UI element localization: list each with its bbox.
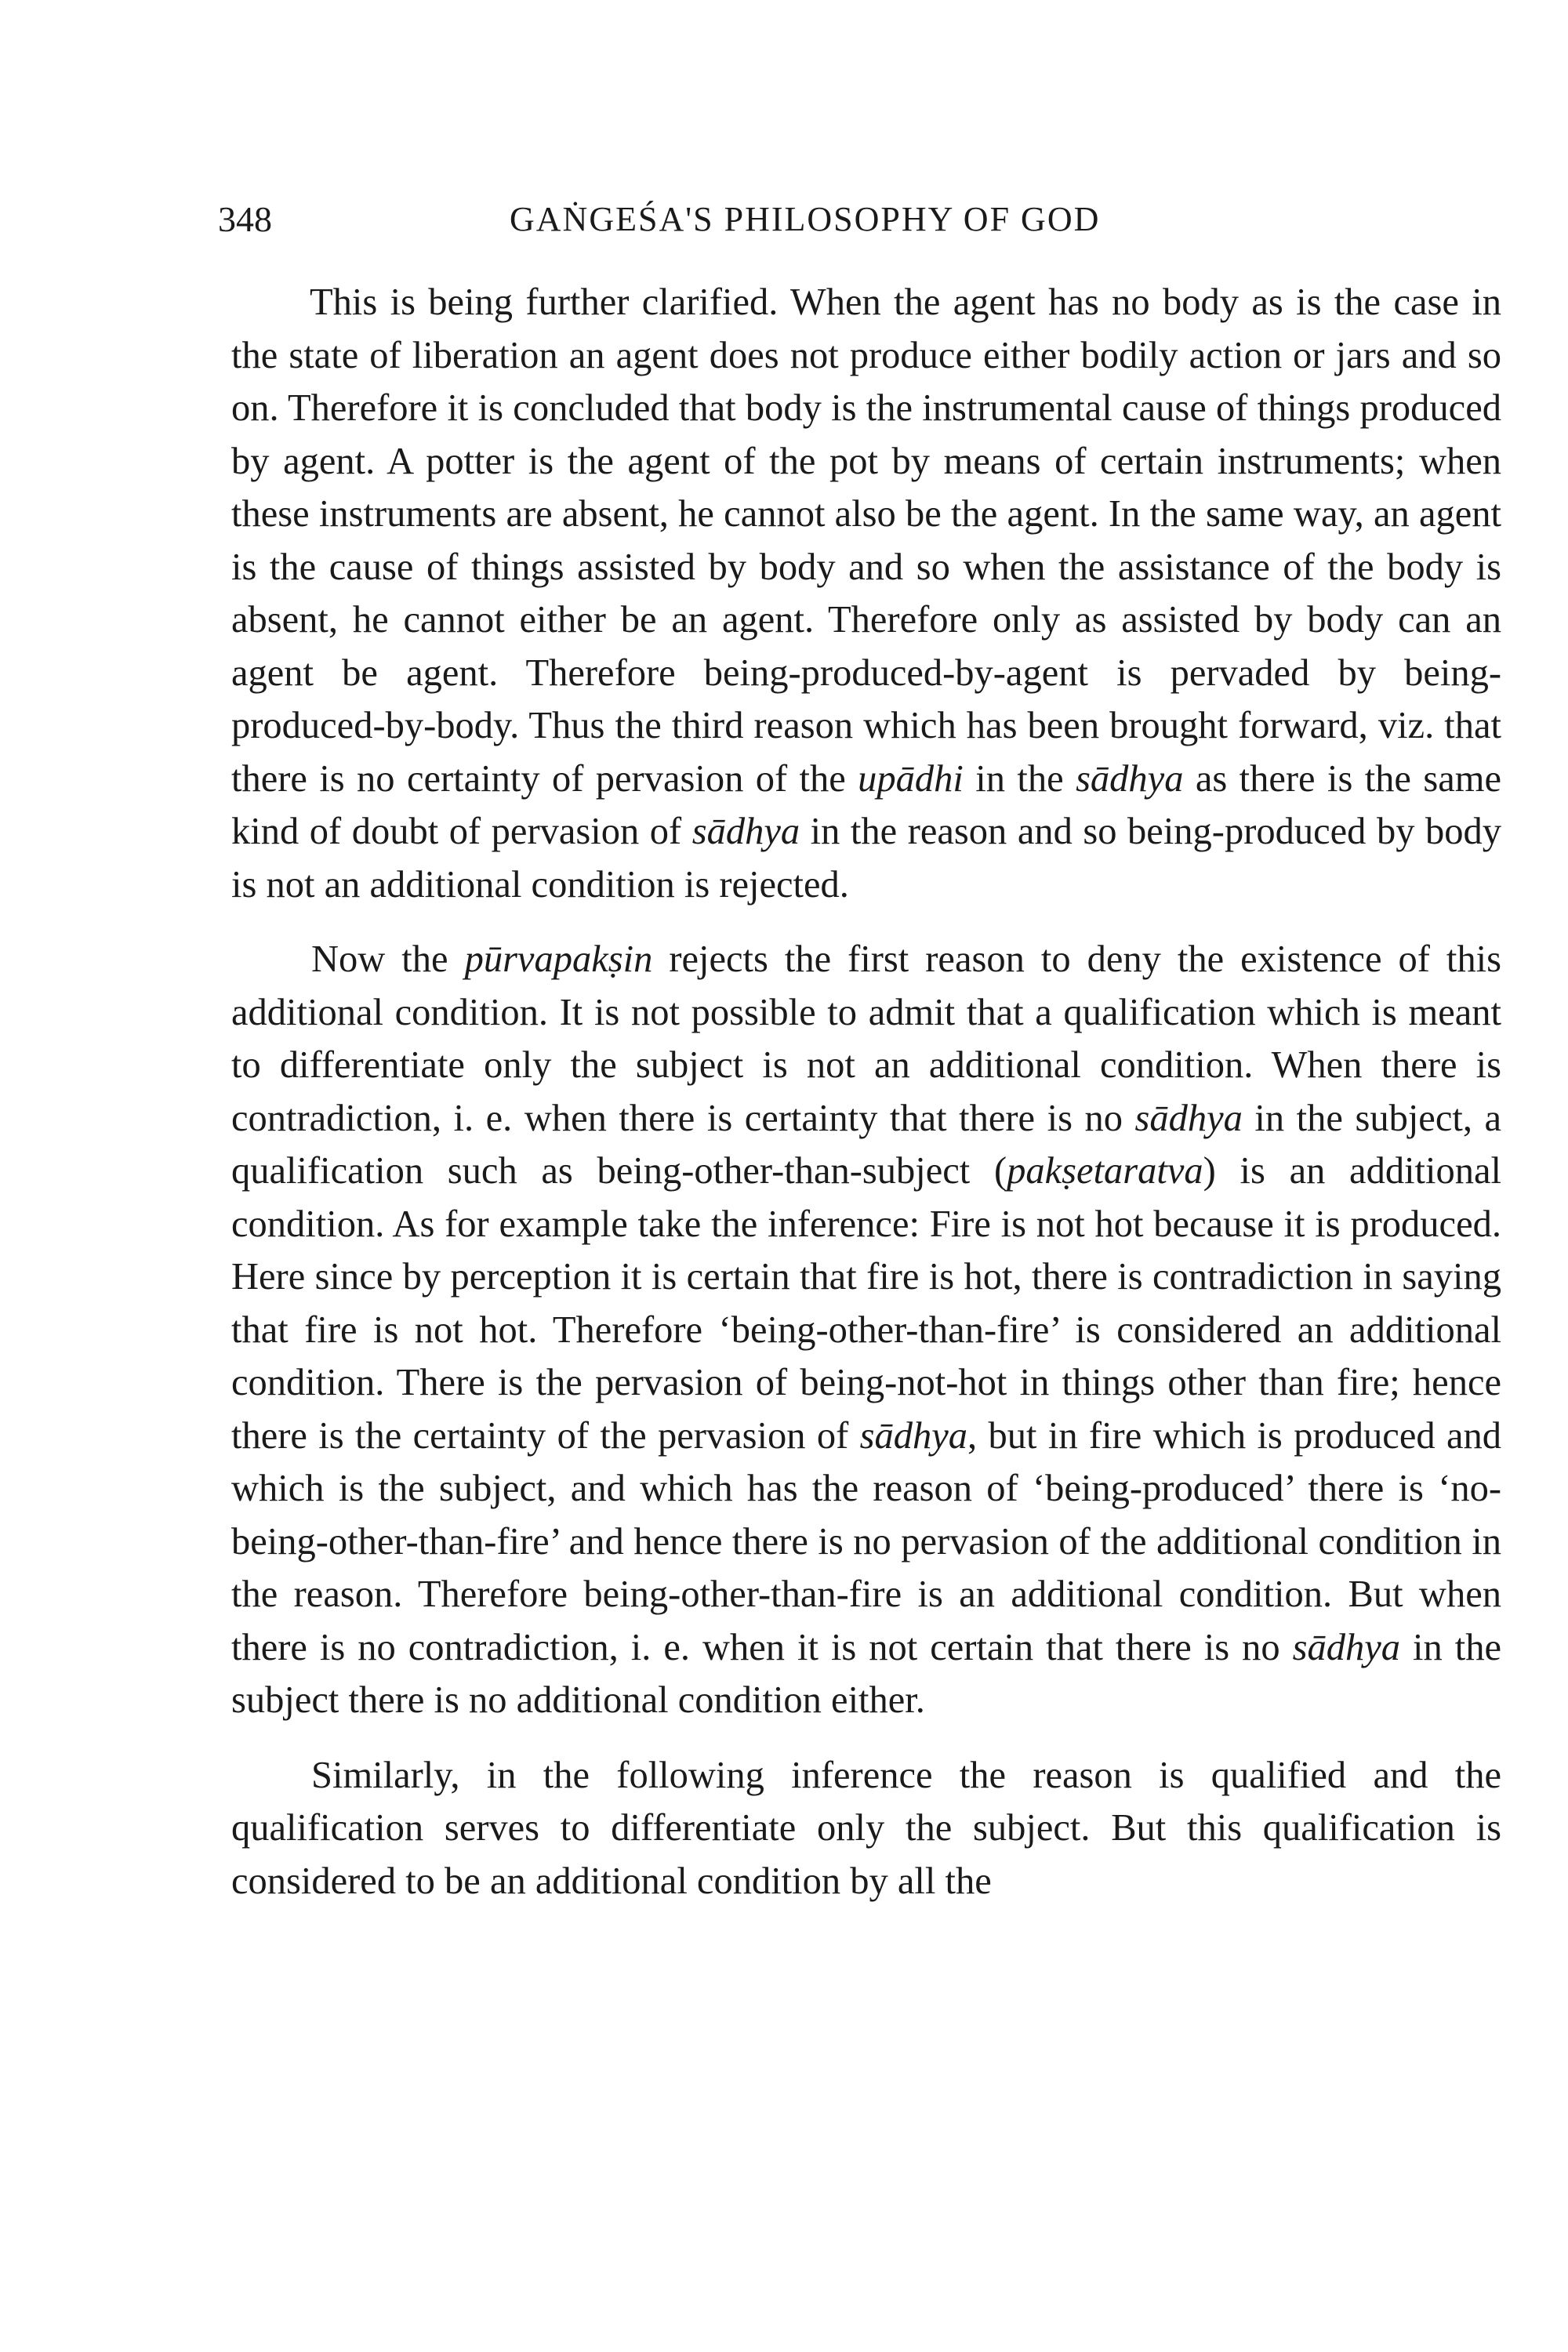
text-run: This is being further clarified. When the agent has no body as is the case in the state of liberation an agent does not produce either bodily action or jars and so on. Therefore it is concluded that body is the instrumental cause of things produced by agent. A potter is the agent of the pot by means of certain instruments; when these instruments are absent, he cannot also be the agent. In the same way, an agent is the cause of things assisted by body and so when the assistance of the body is absent, he cannot either be an agent. Therefore only as assisted by body can an agent be agent. Therefore being-produced-by-agent is pervaded by being-produced-by-body. Thus the third reason which has been brought forward, viz. that there is no certainty of pervasion of the	[231, 281, 1501, 800]
italic-term: sādhya	[859, 1414, 968, 1457]
italic-term: sādhya	[1076, 757, 1184, 800]
running-title: GAṄGEŚA'S PHILOSOPHY OF GOD	[510, 200, 1101, 238]
text-run: in the subject there is no additional condition either.	[231, 1626, 1502, 1721]
text-run: as there is the same kind of doubt of pervasion of	[231, 757, 1501, 852]
text-run: Similarly, in the following inference the reason is qualified and the qualification serves to differentiate only the subject. But this qualification is considered to be an additional condition by all the	[231, 1754, 1501, 1902]
italic-term: sādhya	[691, 811, 800, 852]
italic-term: upādhi	[858, 757, 964, 800]
text-run: in the	[963, 757, 1076, 800]
italic-term: pakṣetaratva	[1007, 1150, 1203, 1192]
text-run: rejects the first reason to deny the existence of this additional condition. It is not possible to admit that a qualification which is meant to differentiate only the subject is not an additional condition. When there is contradiction, i. e. when there is certainty that there is no	[231, 938, 1501, 1139]
text-run: in the reason and so being-produced by body is not an additional condition is rejected.	[231, 811, 1501, 906]
paragraph-3	[231, 1749, 1501, 1908]
text-run: in the subject, a qualification such as being-other-than-subject (	[231, 1097, 1501, 1192]
text-run: ) is an additional condition. As for example take the inference: Fire is not hot because it is produced. Here since by perception it is certain that fire is hot, there is contradiction in saying that fire is not hot. Therefore ‘being-other-than-fire’ is considered an additional condition. There is the pervasion of being-not-hot in things other than fire; hence there is the certainty of the pervasion of	[231, 1150, 1502, 1457]
italic-term: sādhya	[1134, 1097, 1243, 1139]
paragraph-2	[231, 933, 1501, 1727]
italic-term: pūrvapakṣin	[464, 938, 653, 980]
text-run: , but in fire which is produced and which is the subject, and which has the reason of ‘being-produced’ there is ‘no-being-other-than-fire’ and hence there is no pervasion of the additional condition in the reason. Therefore being-other-than-fire is an additional condition. But when there is no contradiction, i. e. when it is not certain that there is no	[231, 1414, 1501, 1668]
page-number: 348	[218, 199, 272, 239]
text-run: Now the	[311, 938, 465, 980]
page-body	[231, 276, 1501, 1929]
paragraph-1	[231, 276, 1501, 911]
italic-term: sādhya	[1292, 1626, 1401, 1668]
